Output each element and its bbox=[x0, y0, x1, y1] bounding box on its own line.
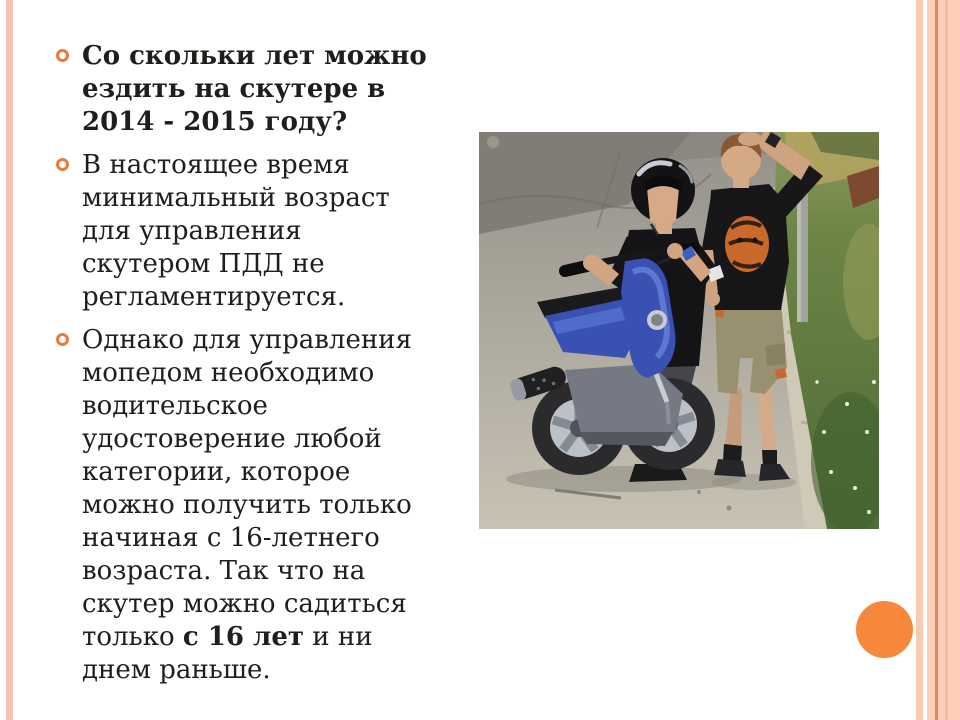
scooter-photo bbox=[479, 132, 879, 529]
moped-rules-suffix: и ни днем раньше. bbox=[82, 622, 373, 685]
moped-rules-text bbox=[82, 324, 427, 687]
right-edge-band bbox=[927, 0, 960, 720]
list-item-moped-rules bbox=[56, 324, 436, 687]
bullet-icon bbox=[56, 49, 69, 62]
bullet-list bbox=[56, 40, 436, 697]
bullet-icon bbox=[56, 158, 69, 171]
right-edge-sub-line bbox=[945, 0, 948, 720]
scooter-photo-illustration bbox=[479, 132, 879, 529]
left-edge-stripe bbox=[6, 0, 13, 720]
age-16-bold: с 16 лет bbox=[182, 622, 304, 652]
right-edge-thin-stripe bbox=[916, 0, 923, 720]
list-item-current-rules bbox=[56, 149, 436, 314]
right-edge-dark-line bbox=[935, 0, 938, 720]
current-rules-text: В настоящее время минимальный возраст для управления скутером ПДД не регламентируется. bbox=[82, 150, 390, 312]
list-item-question bbox=[56, 40, 436, 139]
moped-rules-prefix: Однако для управления мопедом необходимо водительское удостоверение любой категории, которое можно получить только начиная с 16-летнего возраста. Так что на скутер можно садиться только bbox=[82, 325, 412, 652]
decorative-circle bbox=[856, 601, 913, 658]
question-text: Со скольки лет можно ездить на скутере в 2014 - 2015 году? bbox=[82, 41, 427, 137]
bullet-icon bbox=[56, 333, 69, 346]
